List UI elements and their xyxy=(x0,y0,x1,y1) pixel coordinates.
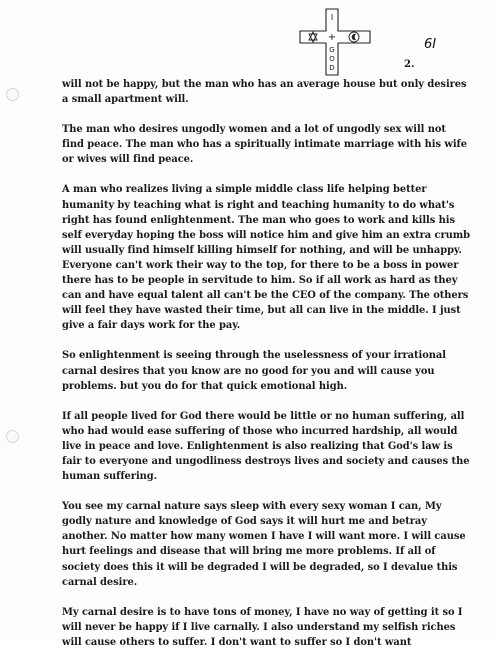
cross-symbol-drawing xyxy=(298,7,378,77)
paragraph: The man who desires ungodly women and a lot of ungodly sex will not find peace. The man who has a spiritually intimate marriage with his wife or wives will find peace. xyxy=(62,124,467,166)
svg-text:I: I xyxy=(330,13,334,22)
paragraph: If all people lived for God there would be little or no human suffering, all who had would ease suffering of those who incurred hardship, all would live in peace and love. Enlightenment is also realizing that God's law is fair to everyone and ungodliness destroys lives and society and causes the human suffering. xyxy=(62,410,470,483)
body-text xyxy=(62,77,471,665)
svg-text:O: O xyxy=(329,55,335,63)
binder-hole xyxy=(6,88,19,101)
svg-text:+: + xyxy=(327,32,337,43)
paragraph: will not be happy, but the man who has an average house but only desires a small apartment will. xyxy=(62,79,467,106)
paragraph: A man who realizes living a simple middle class life helping better humanity by teaching what is right and teaching humanity to do what's right has found enlightenment. The man who goes to work and kills his self everyday hoping the boss will notice him and give him an extra crumb will usually find himself killing himself for nothing, and will be unhappy. Everyone can't work their way to the top, for there to be a boss in power there has to be people in servitude to him. So if all work as hard as they can and have equal talent all can't be the CEO of the company. The others will feel they have wasted their time, but all can live in the middle. I just give a fair days work for the pay. xyxy=(62,184,471,332)
paragraph: You see my carnal nature says sleep with every sexy woman I can, My godly nature and knowledge of God says it will hurt me and betray another. No matter how many women I have I will want more. I will cause hurt feelings and disease that will bring me more problems. If all of society does this it will be degraded I will be degraded, so I devalue this carnal desire. xyxy=(62,501,466,588)
paragraph: So enlightenment is seeing through the uselessness of your irrational carnal desires that you know are no good for you and will cause you problems. but you do for that quick emotional high. xyxy=(62,350,446,392)
handwritten-page-mark: 6I xyxy=(424,37,437,52)
paragraph: My carnal desire is to have tons of money, I have no way of getting it so I will never be happy if I live carnally. I also understand my selfish riches will cause others to suffer. I don't want to suffer so I don't want xyxy=(62,606,463,648)
svg-text:D: D xyxy=(329,64,335,72)
page-number: 2. xyxy=(404,59,415,70)
svg-text:G: G xyxy=(329,46,335,54)
binder-hole xyxy=(6,430,19,443)
